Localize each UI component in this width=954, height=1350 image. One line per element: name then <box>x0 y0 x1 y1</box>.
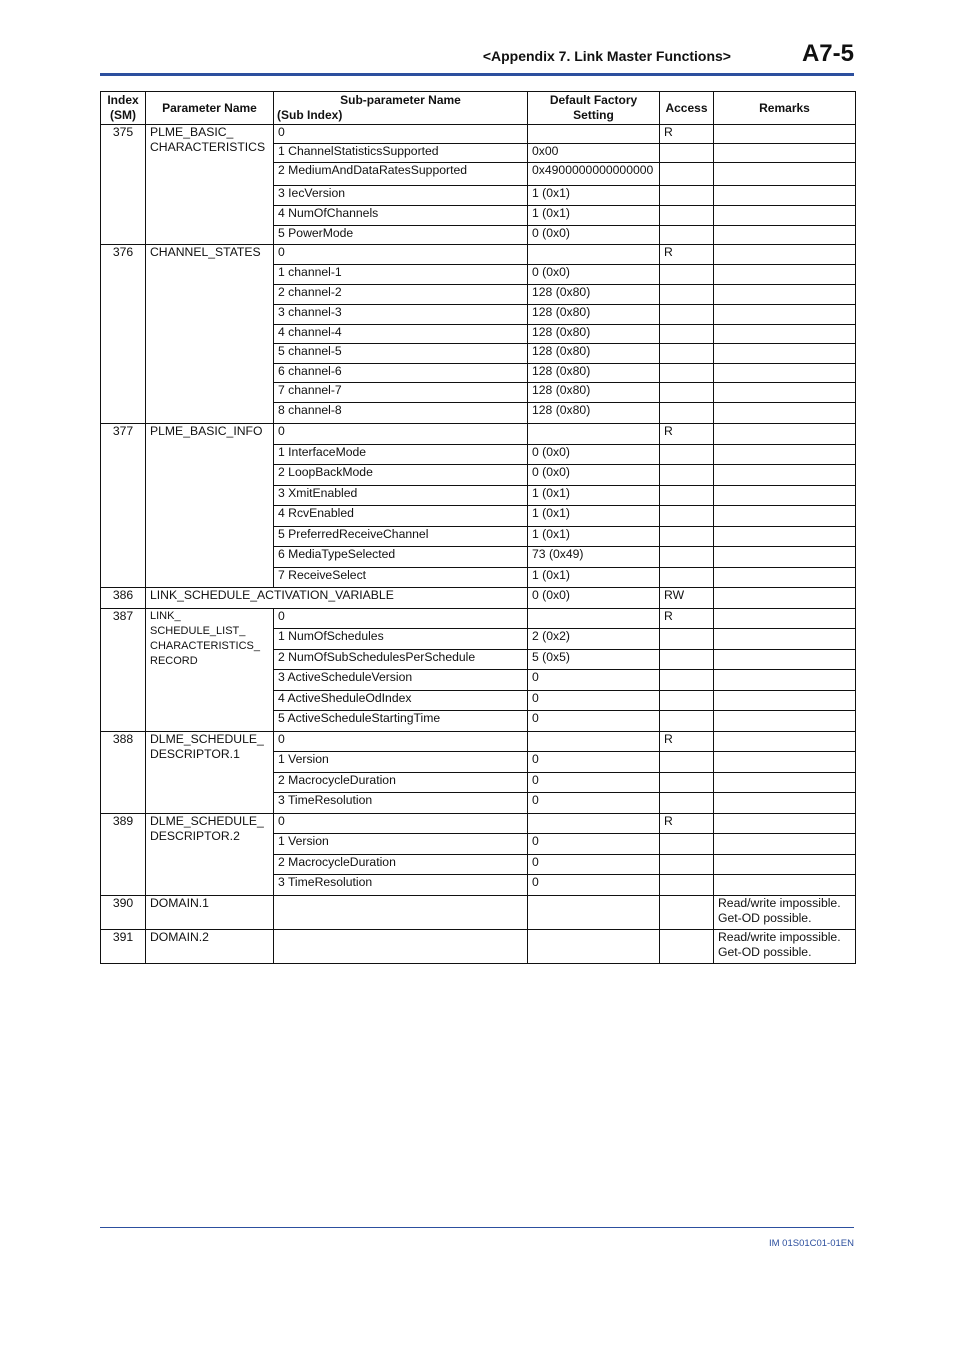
default-setting-cell: 1 (0x1) <box>528 206 660 226</box>
table-row <box>101 609 856 629</box>
parameter-name-cell: PLME_BASIC_ CHARACTERISTICS <box>146 125 274 245</box>
default-setting-cell: 128 (0x80) <box>528 285 660 305</box>
access-cell <box>660 834 714 855</box>
remarks-cell <box>714 732 856 752</box>
access-cell <box>660 186 714 206</box>
sub-parameter-cell: 1 Version <box>274 752 528 773</box>
default-setting-cell: 128 (0x80) <box>528 325 660 344</box>
remarks-cell <box>714 265 856 285</box>
access-cell <box>660 465 714 486</box>
remarks-cell <box>714 125 856 144</box>
access-cell: R <box>660 732 714 752</box>
sub-parameter-cell: 0 <box>274 609 528 629</box>
remarks-cell <box>714 527 856 547</box>
access-cell <box>660 344 714 364</box>
sub-parameter-cell: 2 NumOfSubSchedulesPerSchedule <box>274 650 528 670</box>
sub-parameter-cell <box>274 930 528 964</box>
remarks-cell <box>714 752 856 773</box>
default-setting-cell <box>528 930 660 964</box>
parameter-name-cell: PLME_BASIC_INFO <box>146 424 274 588</box>
access-cell <box>660 383 714 403</box>
access-cell <box>660 855 714 875</box>
default-setting-cell: 2 (0x2) <box>528 629 660 650</box>
sub-parameter-cell: 2 MacrocycleDuration <box>274 855 528 875</box>
default-setting-cell: 0 (0x0) <box>528 265 660 285</box>
sub-parameter-cell: 1 channel-1 <box>274 265 528 285</box>
remarks-cell <box>714 206 856 226</box>
parameter-name-cell: DOMAIN.2 <box>146 930 274 964</box>
remarks-cell <box>714 711 856 732</box>
sub-parameter-cell <box>274 896 528 930</box>
column-header-sub-parameter-line2: (Sub Index) <box>277 108 343 122</box>
access-cell <box>660 486 714 506</box>
access-cell <box>660 305 714 325</box>
parameter-name-cell: DOMAIN.1 <box>146 896 274 930</box>
default-setting-cell: 0 (0x0) <box>528 445 660 465</box>
access-cell <box>660 930 714 964</box>
default-setting-cell <box>528 245 660 265</box>
sub-parameter-cell: 0 <box>274 732 528 752</box>
default-setting-cell: 0 <box>528 855 660 875</box>
remarks-cell <box>714 144 856 163</box>
sub-parameter-cell: 3 TimeResolution <box>274 875 528 896</box>
access-cell <box>660 670 714 691</box>
access-cell <box>660 206 714 226</box>
remarks-cell <box>714 226 856 245</box>
remarks-cell <box>714 424 856 445</box>
sub-parameter-cell: 5 PowerMode <box>274 226 528 245</box>
sub-parameter-cell: 4 channel-4 <box>274 325 528 344</box>
remarks-cell <box>714 814 856 834</box>
sub-parameter-cell: 2 LoopBackMode <box>274 465 528 486</box>
sub-parameter-cell: 2 MediumAndDataRatesSupported <box>274 163 528 186</box>
index-cell: 386 <box>101 588 146 609</box>
sub-parameter-cell: 3 channel-3 <box>274 305 528 325</box>
remarks-cell <box>714 650 856 670</box>
default-setting-cell: 0 <box>528 670 660 691</box>
remarks-cell <box>714 245 856 265</box>
index-cell: 389 <box>101 814 146 896</box>
default-setting-cell <box>528 896 660 930</box>
sub-parameter-cell: 0 <box>274 424 528 445</box>
parameter-name-cell: DLME_SCHEDULE_ DESCRIPTOR.1 <box>146 732 274 814</box>
default-setting-cell: 128 (0x80) <box>528 403 660 424</box>
remarks-cell <box>714 186 856 206</box>
default-setting-cell: 0 <box>528 691 660 711</box>
remarks-cell <box>714 568 856 588</box>
access-cell <box>660 506 714 527</box>
remarks-cell <box>714 465 856 486</box>
sub-parameter-cell: 5 ActiveScheduleStartingTime <box>274 711 528 732</box>
sub-parameter-cell: 4 NumOfChannels <box>274 206 528 226</box>
access-cell <box>660 325 714 344</box>
sub-parameter-cell: 3 TimeResolution <box>274 793 528 814</box>
access-cell <box>660 144 714 163</box>
sub-parameter-cell: 6 MediaTypeSelected <box>274 547 528 568</box>
access-cell <box>660 527 714 547</box>
remarks-cell <box>714 855 856 875</box>
sub-parameter-cell: 2 MacrocycleDuration <box>274 773 528 793</box>
default-setting-cell: 1 (0x1) <box>528 568 660 588</box>
default-setting-cell: 1 (0x1) <box>528 506 660 527</box>
default-setting-cell: 5 (0x5) <box>528 650 660 670</box>
column-header-default-line2: Setting <box>573 108 614 122</box>
remarks-cell <box>714 445 856 465</box>
sub-parameter-cell: 0 <box>274 245 528 265</box>
access-cell <box>660 793 714 814</box>
access-cell <box>660 265 714 285</box>
sub-parameter-cell: 1 InterfaceMode <box>274 445 528 465</box>
sub-parameter-cell: 1 ChannelStatisticsSupported <box>274 144 528 163</box>
remarks-cell <box>714 285 856 305</box>
index-cell: 376 <box>101 245 146 424</box>
remarks-cell <box>714 609 856 629</box>
sub-parameter-cell: 8 channel-8 <box>274 403 528 424</box>
remarks-cell <box>714 588 856 609</box>
page-number: A7-5 <box>801 40 854 67</box>
access-cell <box>660 875 714 896</box>
sub-parameter-cell: 2 channel-2 <box>274 285 528 305</box>
table-header-row <box>101 92 856 125</box>
default-setting-cell: 128 (0x80) <box>528 383 660 403</box>
column-header-index <box>101 92 146 125</box>
default-setting-cell: 128 (0x80) <box>528 364 660 383</box>
sub-parameter-cell: 0 <box>274 814 528 834</box>
column-header-index-line1: Index <box>107 93 139 107</box>
access-cell <box>660 691 714 711</box>
default-setting-cell: 0 <box>528 793 660 814</box>
access-cell <box>660 752 714 773</box>
default-setting-cell: 0 <box>528 875 660 896</box>
remarks-cell <box>714 773 856 793</box>
default-setting-cell: 128 (0x80) <box>528 305 660 325</box>
access-cell: R <box>660 424 714 445</box>
column-header-default-line1: Default Factory <box>549 93 638 107</box>
index-cell: 388 <box>101 732 146 814</box>
access-cell <box>660 568 714 588</box>
access-cell: R <box>660 609 714 629</box>
access-cell <box>660 896 714 930</box>
default-setting-cell: 1 (0x1) <box>528 486 660 506</box>
access-cell: RW <box>660 588 714 609</box>
remarks-cell <box>714 629 856 650</box>
default-setting-cell <box>528 424 660 445</box>
table-row <box>101 125 856 144</box>
default-setting-cell: 1 (0x1) <box>528 527 660 547</box>
access-cell <box>660 364 714 383</box>
remarks-cell <box>714 383 856 403</box>
column-header-access: Access <box>660 92 714 125</box>
access-cell <box>660 226 714 245</box>
sub-parameter-cell: 1 NumOfSchedules <box>274 629 528 650</box>
table-row <box>101 814 856 834</box>
parameter-name-cell: LINK_ SCHEDULE_LIST_ CHARACTERISTICS_ RECORD <box>146 609 274 732</box>
column-header-index-line2: (SM) <box>110 108 136 122</box>
default-setting-cell: 0 <box>528 834 660 855</box>
remarks-cell <box>714 834 856 855</box>
access-cell <box>660 650 714 670</box>
remarks-cell <box>714 325 856 344</box>
table-row <box>101 896 856 930</box>
document-code: IM 01S01C01-01EN <box>768 1238 854 1249</box>
default-setting-cell <box>528 125 660 144</box>
sub-parameter-cell: 4 RcvEnabled <box>274 506 528 527</box>
default-setting-cell: 0 <box>528 711 660 732</box>
parameter-table <box>100 91 856 964</box>
table-row <box>101 930 856 964</box>
default-setting-cell <box>528 609 660 629</box>
sub-parameter-cell: 1 Version <box>274 834 528 855</box>
access-cell <box>660 403 714 424</box>
sub-parameter-cell: 7 ReceiveSelect <box>274 568 528 588</box>
sub-parameter-cell: 3 IecVersion <box>274 186 528 206</box>
default-setting-cell: 0 (0x0) <box>528 226 660 245</box>
table-row <box>101 588 856 609</box>
access-cell: R <box>660 245 714 265</box>
access-cell <box>660 445 714 465</box>
index-cell: 375 <box>101 125 146 245</box>
remarks-cell <box>714 305 856 325</box>
table-row <box>101 424 856 445</box>
table-row <box>101 732 856 752</box>
default-setting-cell: 0 (0x0) <box>528 588 660 609</box>
access-cell <box>660 629 714 650</box>
remarks-cell: Read/write impossible. Get-OD possible. <box>714 896 856 930</box>
remarks-cell <box>714 163 856 186</box>
column-header-default <box>528 92 660 125</box>
footer-rule <box>100 1227 854 1228</box>
access-cell: R <box>660 125 714 144</box>
remarks-cell <box>714 875 856 896</box>
access-cell: R <box>660 814 714 834</box>
default-setting-cell: 0 (0x0) <box>528 465 660 486</box>
remarks-cell <box>714 691 856 711</box>
access-cell <box>660 163 714 186</box>
sub-parameter-cell: 6 channel-6 <box>274 364 528 383</box>
default-setting-cell: 0x00 <box>528 144 660 163</box>
remarks-cell <box>714 403 856 424</box>
default-setting-cell <box>528 814 660 834</box>
parameter-name-cell: CHANNEL_STATES <box>146 245 274 424</box>
default-setting-cell: 1 (0x1) <box>528 186 660 206</box>
default-setting-cell: 128 (0x80) <box>528 344 660 364</box>
sub-parameter-cell: 0 <box>274 125 528 144</box>
access-cell <box>660 711 714 732</box>
column-header-sub-parameter-line1: Sub-parameter Name <box>340 93 461 107</box>
sub-parameter-cell: 4 ActiveSheduleOdIndex <box>274 691 528 711</box>
column-header-parameter-name: Parameter Name <box>146 92 274 125</box>
default-setting-cell: 0 <box>528 773 660 793</box>
default-setting-cell: 73 (0x49) <box>528 547 660 568</box>
parameter-name-cell: LINK_SCHEDULE_ACTIVATION_VARIABLE <box>146 588 528 609</box>
sub-parameter-cell: 3 ActiveScheduleVersion <box>274 670 528 691</box>
remarks-cell <box>714 364 856 383</box>
access-cell <box>660 773 714 793</box>
sub-parameter-cell: 5 channel-5 <box>274 344 528 364</box>
remarks-cell <box>714 344 856 364</box>
index-cell: 390 <box>101 896 146 930</box>
index-cell: 387 <box>101 609 146 732</box>
default-setting-cell: 0 <box>528 752 660 773</box>
access-cell <box>660 547 714 568</box>
section-title: <Appendix 7. Link Master Functions> <box>482 48 731 64</box>
column-header-remarks: Remarks <box>714 92 856 125</box>
remarks-cell <box>714 486 856 506</box>
header-rule <box>100 73 854 76</box>
remarks-cell <box>714 547 856 568</box>
access-cell <box>660 285 714 305</box>
index-cell: 377 <box>101 424 146 588</box>
index-cell: 391 <box>101 930 146 964</box>
table-body <box>101 125 856 964</box>
default-setting-cell: 0x4900000000000000 <box>528 163 660 186</box>
default-setting-cell <box>528 732 660 752</box>
remarks-cell <box>714 506 856 527</box>
remarks-cell <box>714 670 856 691</box>
parameter-name-cell: DLME_SCHEDULE_ DESCRIPTOR.2 <box>146 814 274 896</box>
table-row <box>101 245 856 265</box>
sub-parameter-cell: 7 channel-7 <box>274 383 528 403</box>
remarks-cell <box>714 793 856 814</box>
sub-parameter-cell: 3 XmitEnabled <box>274 486 528 506</box>
column-header-sub-parameter <box>274 92 528 125</box>
sub-parameter-cell: 5 PreferredReceiveChannel <box>274 527 528 547</box>
remarks-cell: Read/write impossible. Get-OD possible. <box>714 930 856 964</box>
